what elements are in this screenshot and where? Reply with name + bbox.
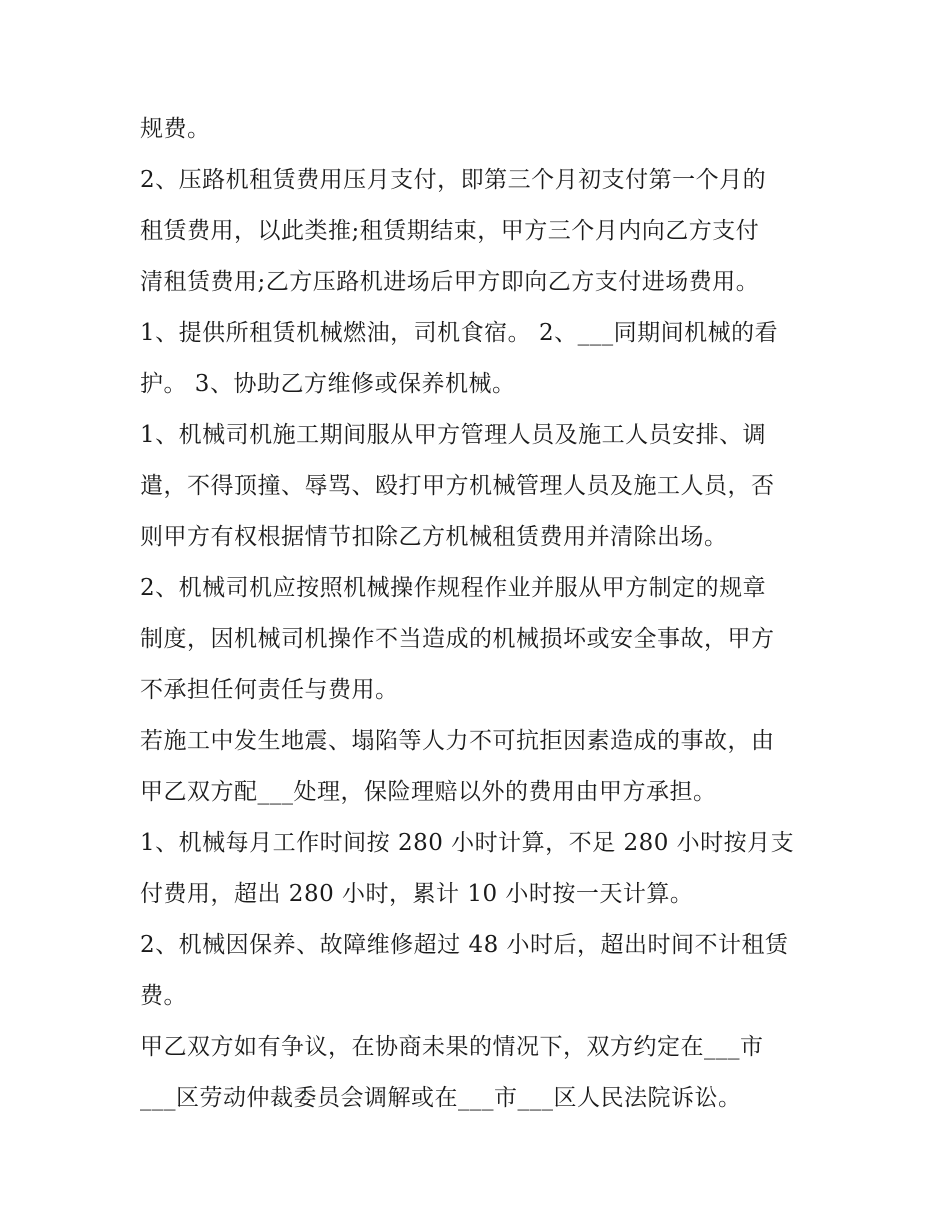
text-line-5: 1、提供所租赁机械燃油，司机食宿。 2、___同期间机械的看 <box>140 320 779 346</box>
text-line-6: 护。 3、协助乙方维修或保养机械。 <box>140 371 516 397</box>
text-line-8: 遣，不得顶撞、辱骂、殴打甲方机械管理人员及施工人员，否 <box>140 473 775 499</box>
text-line-14: 甲乙双方配___处理，保险理赔以外的费用由甲方承担。 <box>140 779 717 805</box>
text-line-15: 1、机械每月工作时间按 280 小时计算，不足 280 小时按月支 <box>140 830 795 856</box>
text-line-20: ___区劳动仲裁委员会调解或在___市___区人民法院诉讼。 <box>140 1085 742 1111</box>
text-line-9: 则甲方有权根据情节扣除乙方机械租赁费用并清除出场。 <box>140 524 728 550</box>
text-line-12: 不承担任何责任与费用。 <box>140 677 399 703</box>
text-line-18: 费。 <box>140 983 187 1009</box>
text-line-2: 2、压路机租赁费用压月支付，即第三个月初支付第一个月的 <box>140 167 767 193</box>
text-line-11: 制度，因机械司机操作不当造成的机械损坏或安全事故，甲方 <box>140 626 775 652</box>
text-line-4: 清租赁费用;乙方压路机进场后甲方即向乙方支付进场费用。 <box>140 269 760 295</box>
text-line-10: 2、机械司机应按照机械操作规程作业并服从甲方制定的规章 <box>140 575 767 601</box>
text-line-1: 规费。 <box>140 116 211 142</box>
text-line-19: 甲乙双方如有争议，在协商未果的情况下，双方约定在___市 <box>140 1034 764 1060</box>
text-line-7: 1、机械司机施工期间服从甲方管理人员及施工人员安排、调 <box>140 422 767 448</box>
text-line-13: 若施工中发生地震、塌陷等人力不可抗拒因素造成的事故，由 <box>140 728 775 754</box>
text-line-17: 2、机械因保养、故障维修超过 48 小时后，超出时间不计租赁 <box>140 932 789 958</box>
text-line-16: 付费用，超出 280 小时，累计 10 小时按一天计算。 <box>140 881 694 907</box>
text-line-3: 租赁费用，以此类推;租赁期结束，甲方三个月内向乙方支付 <box>140 218 760 244</box>
